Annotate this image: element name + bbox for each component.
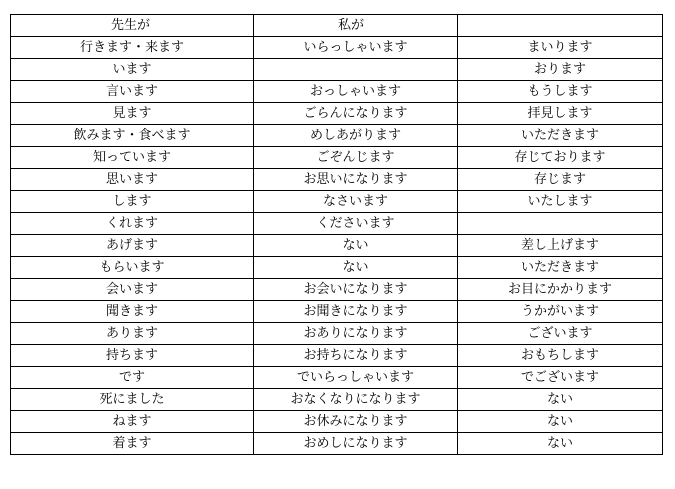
table-row [11, 367, 663, 389]
table-cell: 会います [11, 279, 254, 301]
table-row [11, 411, 663, 433]
table-cell: 思います [11, 169, 254, 191]
table-cell: ねます [11, 411, 254, 433]
table-cell: くれます [11, 213, 254, 235]
table-row [11, 257, 663, 279]
table-cell: まいります [458, 37, 663, 59]
table-cell: 拝見します [458, 103, 663, 125]
table-cell: もらいます [11, 257, 254, 279]
table-cell: いたします [458, 191, 663, 213]
table-row [11, 147, 663, 169]
header-cell: 私が [254, 15, 458, 37]
table-row [11, 389, 663, 411]
header-row [11, 15, 663, 37]
table-body [11, 37, 663, 455]
table-cell: お持ちになります [254, 345, 458, 367]
table-cell: お思いになります [254, 169, 458, 191]
table-header [11, 15, 663, 37]
table-cell: ない [458, 389, 663, 411]
table-cell: 知っています [11, 147, 254, 169]
table-cell: います [11, 59, 254, 81]
table-cell: 存じております [458, 147, 663, 169]
table-cell: いただきます [458, 125, 663, 147]
table-cell: お聞きになります [254, 301, 458, 323]
table-row [11, 323, 663, 345]
table-cell [254, 59, 458, 81]
table-cell: おめしになります [254, 433, 458, 455]
table-cell: ごらんになります [254, 103, 458, 125]
table-row [11, 37, 663, 59]
table-cell: お会いになります [254, 279, 458, 301]
table-row [11, 103, 663, 125]
table-cell: ない [458, 411, 663, 433]
table-cell: くださいます [254, 213, 458, 235]
table-cell: あります [11, 323, 254, 345]
table-cell: ない [458, 433, 663, 455]
table-cell: いただきます [458, 257, 663, 279]
table-cell: ございます [458, 323, 663, 345]
table-cell: でございます [458, 367, 663, 389]
table-cell: あげます [11, 235, 254, 257]
table-cell: 見ます [11, 103, 254, 125]
table-cell: もうします [458, 81, 663, 103]
table-cell: です [11, 367, 254, 389]
keigo-table [10, 14, 663, 455]
table-cell: 飲みます・食べます [11, 125, 254, 147]
table-row [11, 301, 663, 323]
table-row [11, 433, 663, 455]
table-cell: なさいます [254, 191, 458, 213]
table-row [11, 81, 663, 103]
table-row [11, 235, 663, 257]
table-cell: おもちします [458, 345, 663, 367]
table-cell: します [11, 191, 254, 213]
table-row [11, 279, 663, 301]
table-cell: 存じます [458, 169, 663, 191]
table-cell: うかがいます [458, 301, 663, 323]
table-cell: 死にました [11, 389, 254, 411]
table-cell [458, 213, 663, 235]
table-row [11, 59, 663, 81]
table-cell: おります [458, 59, 663, 81]
table-cell: ごぞんじます [254, 147, 458, 169]
table-row [11, 213, 663, 235]
header-cell [458, 15, 663, 37]
table-row [11, 345, 663, 367]
table-cell: ない [254, 235, 458, 257]
table-cell: 差し上げます [458, 235, 663, 257]
table-cell: 着ます [11, 433, 254, 455]
table-cell: おなくなりになります [254, 389, 458, 411]
table-cell: お休みになります [254, 411, 458, 433]
table-cell: おっしゃいます [254, 81, 458, 103]
table-cell: おありになります [254, 323, 458, 345]
table-cell: 聞きます [11, 301, 254, 323]
table-row [11, 191, 663, 213]
table-cell: お目にかかります [458, 279, 663, 301]
table-row [11, 125, 663, 147]
table-row [11, 169, 663, 191]
table-cell: 持ちます [11, 345, 254, 367]
table-cell: ない [254, 257, 458, 279]
table-cell: でいらっしゃいます [254, 367, 458, 389]
header-cell: 先生が [11, 15, 254, 37]
table-cell: めしあがります [254, 125, 458, 147]
table-cell: 行きます・来ます [11, 37, 254, 59]
table-cell: いらっしゃいます [254, 37, 458, 59]
table-cell: 言います [11, 81, 254, 103]
